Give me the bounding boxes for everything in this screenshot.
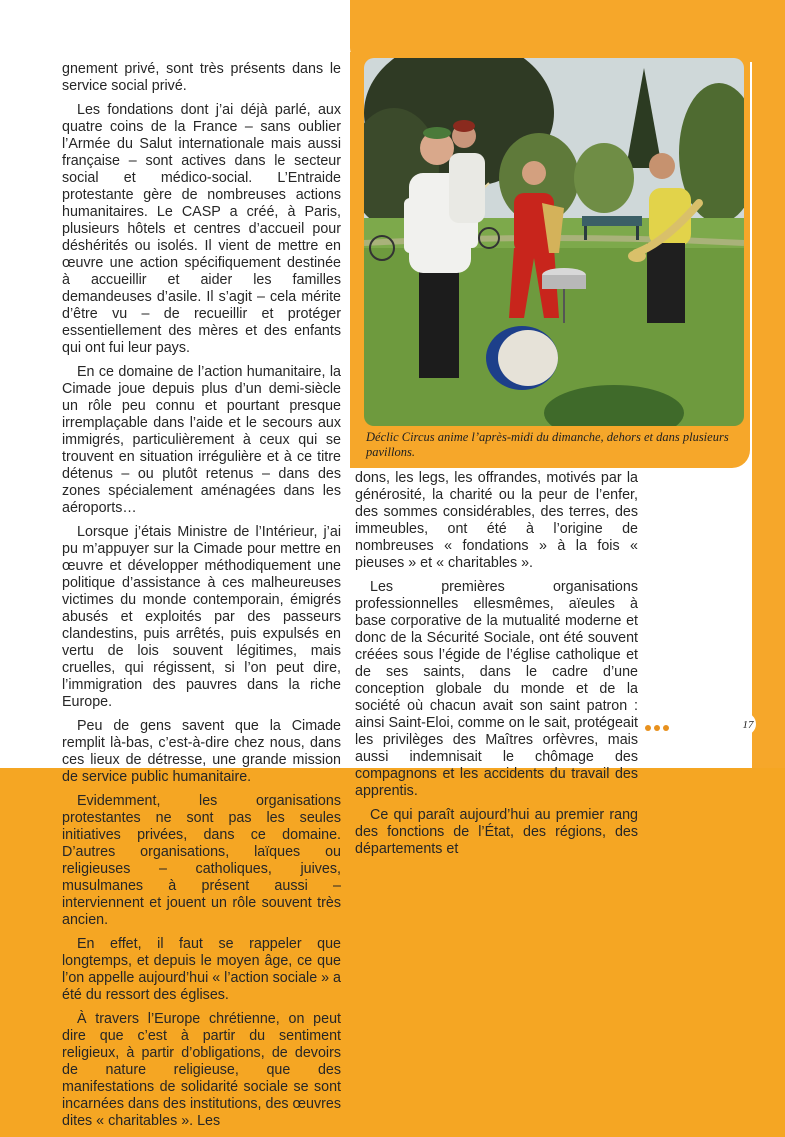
- paragraph: Lorsque j’étais Ministre de l’Intérieur, j’ai pu m’appuyer sur la Cimade pour mettre en œuvre et développer méthodiquement une politique d’assistance à ces malheureuses victimes du monde contemporain, émigrés abusés et exploités par des passeurs clandestins, puis arrêtés, puis expulsés en vertu de lois souvent légitimes, mais cruelles, qui régissent, si l’on peut dire, l’immigration des pauvres dans la riche Europe.: [62, 524, 341, 710]
- paragraph: gnement privé, sont très présents dans le service social privé.: [62, 61, 341, 94]
- page-number: 17: [742, 719, 754, 731]
- paragraph: En ce domaine de l’action humanitaire, la Cimade joue depuis plus d’un demi-siècle un rôle peu connu et pourtant presque irremplaçable dans l’aide et le secours aux immigrés, particulièrement à ceux qui se trouvent en situation irrégulière et à ce titre détenus – ou plutôt retenus – dans des zones spécialement aménagées dans les aéroports…: [62, 364, 341, 516]
- photo-caption: Déclic Circus anime l’après-midi du dimanche, dehors et dans plusieurs pavillons.: [366, 430, 729, 459]
- paragraph: Evidemment, les organisations protestantes ne sont pas les seules initiatives privées, dans ce domaine. D’autres organisations, laïques ou religieuses – catholiques, juives, musulmanes à présent aussi – interviennent et jouent un rôle souvent très ancien.: [62, 793, 341, 928]
- paragraph: À travers l’Europe chrétienne, on peut dire que c’est à partir du sentiment religieux, à partir d’obligations, de devoirs de nature religieuse, que des manifestations de solidarité sociale se sont incarnées dans des institutions, des œuvres dites « charitables ». Les: [62, 1011, 341, 1129]
- paragraph: En effet, il faut se rappeler que longtemps, et depuis le moyen âge, ce que l’on appelle aujourd’hui « l’action sociale » a été du ressort des églises.: [62, 936, 341, 1003]
- paragraph: Les premières organisations professionnelles ellesmêmes, aïeules à base corporative de la mutualité moderne et donc de la Sécurité Sociale, ont été souvent créées sous l’égide de l’église catholique et de ses saints, dans le cadre d’une conception globale du monde et de la société où chacun avait son saint patron : ainsi Saint-Eloi, comme on le sait, protégeait les privilèges des Maîtres orfèvres, mais aussi indemnisait le chômage des compagnons et les accidents du travail des apprentis.: [355, 579, 638, 799]
- paragraph: dons, les legs, les offrandes, motivés par la générosité, la charité ou la peur de l’enfer, des sommes considérables, des terres, des immeubles, ont été à l’origine de nombreuses « fondations » à la fois « pieuses » et « charitables ».: [355, 470, 638, 571]
- orange-page-edge: [752, 0, 785, 768]
- paragraph: Peu de gens savent que la Cimade remplit là-bas, c’est-à-dire chez nous, dans ces lieux de détresse, une grande mission de service public humanitaire.: [62, 718, 341, 785]
- continuation-dots-icon: [645, 725, 669, 731]
- right-text-column: [355, 470, 638, 865]
- paragraph: Ce qui paraît aujourd’hui au premier rang des fonctions de l’État, des régions, des départements et: [355, 807, 638, 857]
- paragraph: Les fondations dont j’ai déjà parlé, aux quatre coins de la France – sans oublier l’Armée du Salut internationale mais aussi française – sont actives dans le secteur social et médico-social. L’Entraide protestante gère de nombreuses actions humanitaires. Le CASP a créé, à Paris, plusieurs hôtels et centres d’accueil pour déshérités ou isolés. Il vient de mettre en œuvre une action spécifiquement destinée à accueillir et aider les familles demandeuses d’asile. Il s’agit – cela mérite d’être vu – de recueillir et protéger essentiellement des mères et des enfants qui ont fui leur pays.: [62, 102, 341, 356]
- band-photo: [364, 58, 744, 426]
- left-text-column: [62, 61, 341, 1137]
